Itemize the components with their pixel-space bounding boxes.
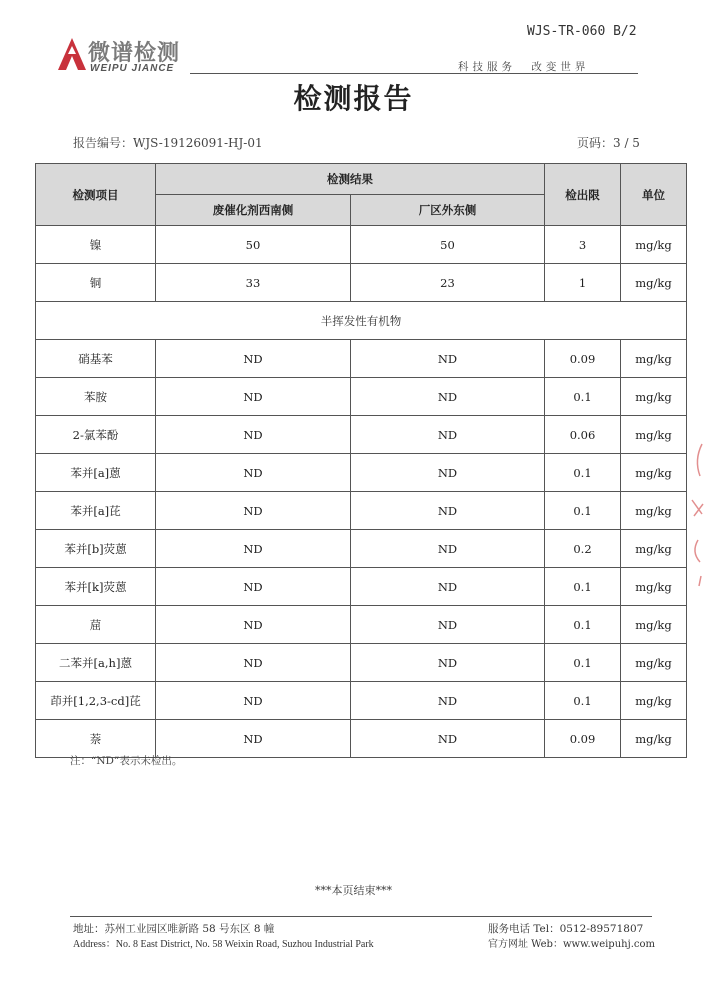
cell-value-1: ND — [156, 568, 351, 606]
cell-limit: 0.1 — [545, 378, 621, 416]
header-item: 检测项目 — [36, 164, 156, 226]
table-row — [36, 226, 687, 264]
cell-value-2: 50 — [351, 226, 545, 264]
table-row — [36, 378, 687, 416]
cell-unit: mg/kg — [621, 264, 687, 302]
cell-value-1: 33 — [156, 264, 351, 302]
cell-item: 苯并[k]荧蒽 — [36, 568, 156, 606]
table-note: 注：“ND”表示未检出。 — [70, 755, 183, 767]
cell-limit: 0.1 — [545, 568, 621, 606]
document-code: WJS-TR-060 B/2 — [527, 24, 637, 39]
cell-value-2: 23 — [351, 264, 545, 302]
cell-limit: 0.1 — [545, 606, 621, 644]
header-unit: 单位 — [621, 164, 687, 226]
cell-value-2: ND — [351, 568, 545, 606]
report-number: 报告编号：WJS-19126091-HJ-01 — [73, 136, 263, 150]
cell-value-1: ND — [156, 416, 351, 454]
section-label: 半挥发性有机物 — [36, 302, 687, 340]
cell-item: 二苯并[a,h]蒽 — [36, 644, 156, 682]
cell-item: 硝基苯 — [36, 340, 156, 378]
cell-limit: 0.1 — [545, 682, 621, 720]
cell-value-1: ND — [156, 644, 351, 682]
cell-item: 苯并[a]蒽 — [36, 454, 156, 492]
cell-unit: mg/kg — [621, 416, 687, 454]
company-slogan: 科技服务 改变世界 — [458, 61, 590, 73]
table-row — [36, 682, 687, 720]
header-divider — [190, 73, 638, 74]
page-number: 页码：3 / 5 — [577, 136, 640, 150]
table-row — [36, 264, 687, 302]
table-row — [36, 340, 687, 378]
table-row — [36, 492, 687, 530]
cell-limit: 0.1 — [545, 454, 621, 492]
footer-divider — [70, 916, 652, 917]
cell-value-2: ND — [351, 378, 545, 416]
cell-unit: mg/kg — [621, 606, 687, 644]
cell-value-2: ND — [351, 416, 545, 454]
cell-limit: 1 — [545, 264, 621, 302]
cell-item: 萘 — [36, 720, 156, 758]
cell-unit: mg/kg — [621, 530, 687, 568]
cell-value-1: ND — [156, 492, 351, 530]
cell-value-1: 50 — [156, 226, 351, 264]
header-sample-2: 厂区外东侧 — [351, 195, 545, 226]
cell-limit: 0.06 — [545, 416, 621, 454]
seal-stamp-icon — [688, 440, 706, 590]
cell-item: 苯并[b]荧蒽 — [36, 530, 156, 568]
cell-limit: 3 — [545, 226, 621, 264]
cell-limit: 0.09 — [545, 720, 621, 758]
cell-value-1: ND — [156, 378, 351, 416]
cell-value-2: ND — [351, 606, 545, 644]
cell-value-2: ND — [351, 530, 545, 568]
cell-limit: 0.1 — [545, 644, 621, 682]
cell-value-2: ND — [351, 340, 545, 378]
cell-value-1: ND — [156, 530, 351, 568]
address-english: Address：No. 8 East District, No. 58 Weixin Road, Suzhou Industrial Park — [73, 939, 374, 950]
address-chinese: 地址：苏州工业园区唯新路 58 号东区 8 幢 — [73, 923, 275, 935]
cell-value-2: ND — [351, 492, 545, 530]
cell-value-1: ND — [156, 340, 351, 378]
table-row — [36, 416, 687, 454]
cell-unit: mg/kg — [621, 340, 687, 378]
cell-unit: mg/kg — [621, 644, 687, 682]
cell-unit: mg/kg — [621, 226, 687, 264]
table-row — [36, 568, 687, 606]
cell-value-2: ND — [351, 454, 545, 492]
cell-item: 䓛 — [36, 606, 156, 644]
page-title: 检测报告 — [293, 82, 414, 115]
table-row — [36, 454, 687, 492]
cell-item: 苯并[a]芘 — [36, 492, 156, 530]
cell-value-1: ND — [156, 606, 351, 644]
cell-unit: mg/kg — [621, 378, 687, 416]
results-table — [35, 163, 687, 758]
cell-limit: 0.2 — [545, 530, 621, 568]
header-limit: 检出限 — [545, 164, 621, 226]
cell-limit: 0.1 — [545, 492, 621, 530]
cell-item: 苯胺 — [36, 378, 156, 416]
table-row — [36, 644, 687, 682]
cell-item: 镍 — [36, 226, 156, 264]
cell-value-1: ND — [156, 720, 351, 758]
cell-item: 铜 — [36, 264, 156, 302]
table-row — [36, 530, 687, 568]
cell-value-2: ND — [351, 644, 545, 682]
header-sample-1: 废催化剂西南侧 — [156, 195, 351, 226]
cell-item: 2-氯苯酚 — [36, 416, 156, 454]
cell-unit: mg/kg — [621, 682, 687, 720]
website-url: 官方网址 Web：www.weipuhj.com — [488, 939, 655, 950]
service-phone: 服务电话 Tel：0512-89571807 — [488, 923, 644, 935]
cell-unit: mg/kg — [621, 454, 687, 492]
table-row — [36, 606, 687, 644]
logo-english-text: WEIPU JIANCE — [90, 63, 175, 74]
cell-value-2: ND — [351, 720, 545, 758]
cell-unit: mg/kg — [621, 720, 687, 758]
table-row — [36, 720, 687, 758]
cell-unit: mg/kg — [621, 568, 687, 606]
page-end-mark: ***本页结束*** — [315, 884, 392, 897]
logo-chinese-text: 微谱检测 — [88, 41, 181, 66]
cell-item: 茚并[1,2,3-cd]芘 — [36, 682, 156, 720]
header-results: 检测结果 — [156, 164, 545, 195]
cell-value-2: ND — [351, 682, 545, 720]
cell-unit: mg/kg — [621, 492, 687, 530]
cell-limit: 0.09 — [545, 340, 621, 378]
cell-value-1: ND — [156, 682, 351, 720]
section-row — [36, 302, 687, 340]
cell-value-1: ND — [156, 454, 351, 492]
